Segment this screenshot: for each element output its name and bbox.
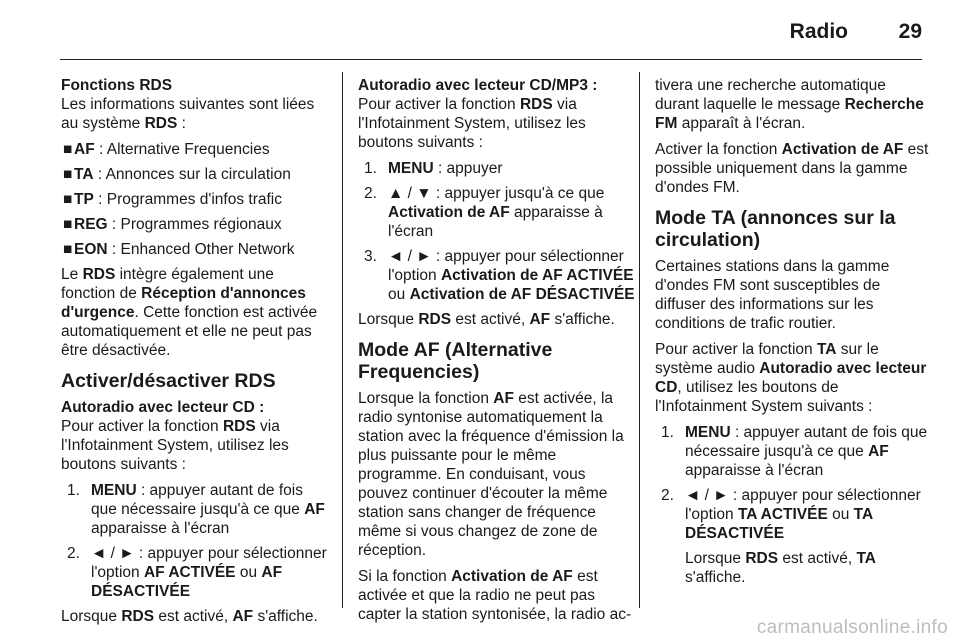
mp3-result: Lorsque RDS est activé, AF s'affiche. (358, 311, 615, 328)
watermark: carmanualsonline.info (756, 617, 948, 638)
af-paragraph: Lorsque la fonction AF est activée, la radio syntonise automatiquement la station avec la fréquence d'émission la plus puissante pour le même programme. En conduisant, vous pouvez continuer d'écouter la même station sans changer de fréquence même si vous changez de zone de réception. (358, 390, 624, 559)
af-paragraph-2: Si la fonction Activation de AF est activée et que la radio ne peut pas capter la station syntonisée, la radio ac- (358, 568, 632, 623)
column-3 (655, 76, 929, 593)
cd-step-1: 1. MENU : appuyer autant de fois que nécessaire jusqu'à ce que AF apparaisse à l'écran (67, 482, 325, 537)
ta-step-2: 2. ◄ / ► : appuyer pour sélectionner l'option TA ACTIVÉE ou TA DÉSACTIVÉE (661, 487, 921, 542)
mp3-step-1: 1. MENU : appuyer (364, 160, 503, 177)
af-continuation: tivera une recherche automatique durant laquelle le message Recherche FM apparaît à l'écran. (655, 77, 924, 132)
page-header (0, 0, 960, 62)
page-number: 29 (898, 20, 922, 43)
ta-paragraph: Certaines stations dans la gamme d'ondes FM sont susceptibles de diffuser des informations sur les conditions de trafic routier. (655, 258, 890, 332)
mp3-intro: Pour activer la fonction RDS via l'Infotainment System, utilisez les boutons suivants : (358, 96, 586, 151)
mp3-step-2: 2. ▲ / ▼ : appuyer jusqu'à ce que Activation de AF apparaisse à l'écran (364, 185, 605, 240)
cd-step-2: 2. ◄ / ► : appuyer pour sélectionner l'option AF ACTIVÉE ou AF DÉSACTIVÉE (67, 545, 327, 600)
heading-mode-af: Mode AF (Alternative Frequencies) (358, 339, 553, 383)
cd-intro: Pour activer la fonction RDS via l'Infotainment System, utilisez les boutons suivants : (61, 418, 289, 473)
cd-result: Lorsque RDS est activé, AF s'affiche. (61, 608, 318, 625)
rds-functions-title: Fonctions RDS (61, 77, 173, 94)
rds-intro: Les informations suivantes sont liées au système RDS : (61, 96, 315, 132)
heading-mode-ta: Mode TA (annonces sur la circulation) (655, 207, 896, 251)
heading-activer-rds: Activer/désactiver RDS (61, 370, 276, 392)
header-rule (60, 59, 922, 60)
ta-step-2-result: Lorsque RDS est activé, TA s'affiche. (685, 550, 876, 586)
mp3-radio-title: Autoradio avec lecteur CD/MP3 : (358, 77, 598, 94)
af-fm-only: Activer la fonction Activation de AF est possible uniquement dans la gamme d'ondes FM. (655, 141, 929, 196)
ta-activation: Pour activer la fonction TA sur le système audio Autoradio avec lecteur CD, utilisez les boutons de l'Infotainment System suivants : (655, 341, 927, 415)
cd-radio-title: Autoradio avec lecteur CD : (61, 399, 265, 416)
bullet-eon: ■ EON : Enhanced Other Network (63, 241, 295, 258)
column-divider-2 (639, 72, 640, 608)
rds-emergency-paragraph: Le RDS intègre également une fonction de Réception d'annonces d'urgence. Cette fonction est activée automatiquement et elle ne peut pas être désactivée. (61, 266, 318, 359)
bullet-ta: ■ TA : Annonces sur la circulation (63, 166, 291, 183)
mp3-step-3: 3. ◄ / ► : appuyer pour sélectionner l'option Activation de AF ACTIVÉE ou Activation de AF DÉSACTIVÉE (364, 248, 635, 303)
bullet-af: ■ AF : Alternative Frequencies (63, 141, 270, 158)
ta-step-1: 1. MENU : appuyer autant de fois que nécessaire jusqu'à ce que AF apparaisse à l'écran (661, 424, 928, 479)
bullet-reg: ■ REG : Programmes régionaux (63, 216, 282, 233)
column-1 (61, 76, 331, 633)
column-2 (358, 76, 636, 631)
section-title: Radio (789, 20, 848, 43)
bullet-tp: ■ TP : Programmes d'infos trafic (63, 191, 282, 208)
column-divider-1 (342, 72, 343, 608)
